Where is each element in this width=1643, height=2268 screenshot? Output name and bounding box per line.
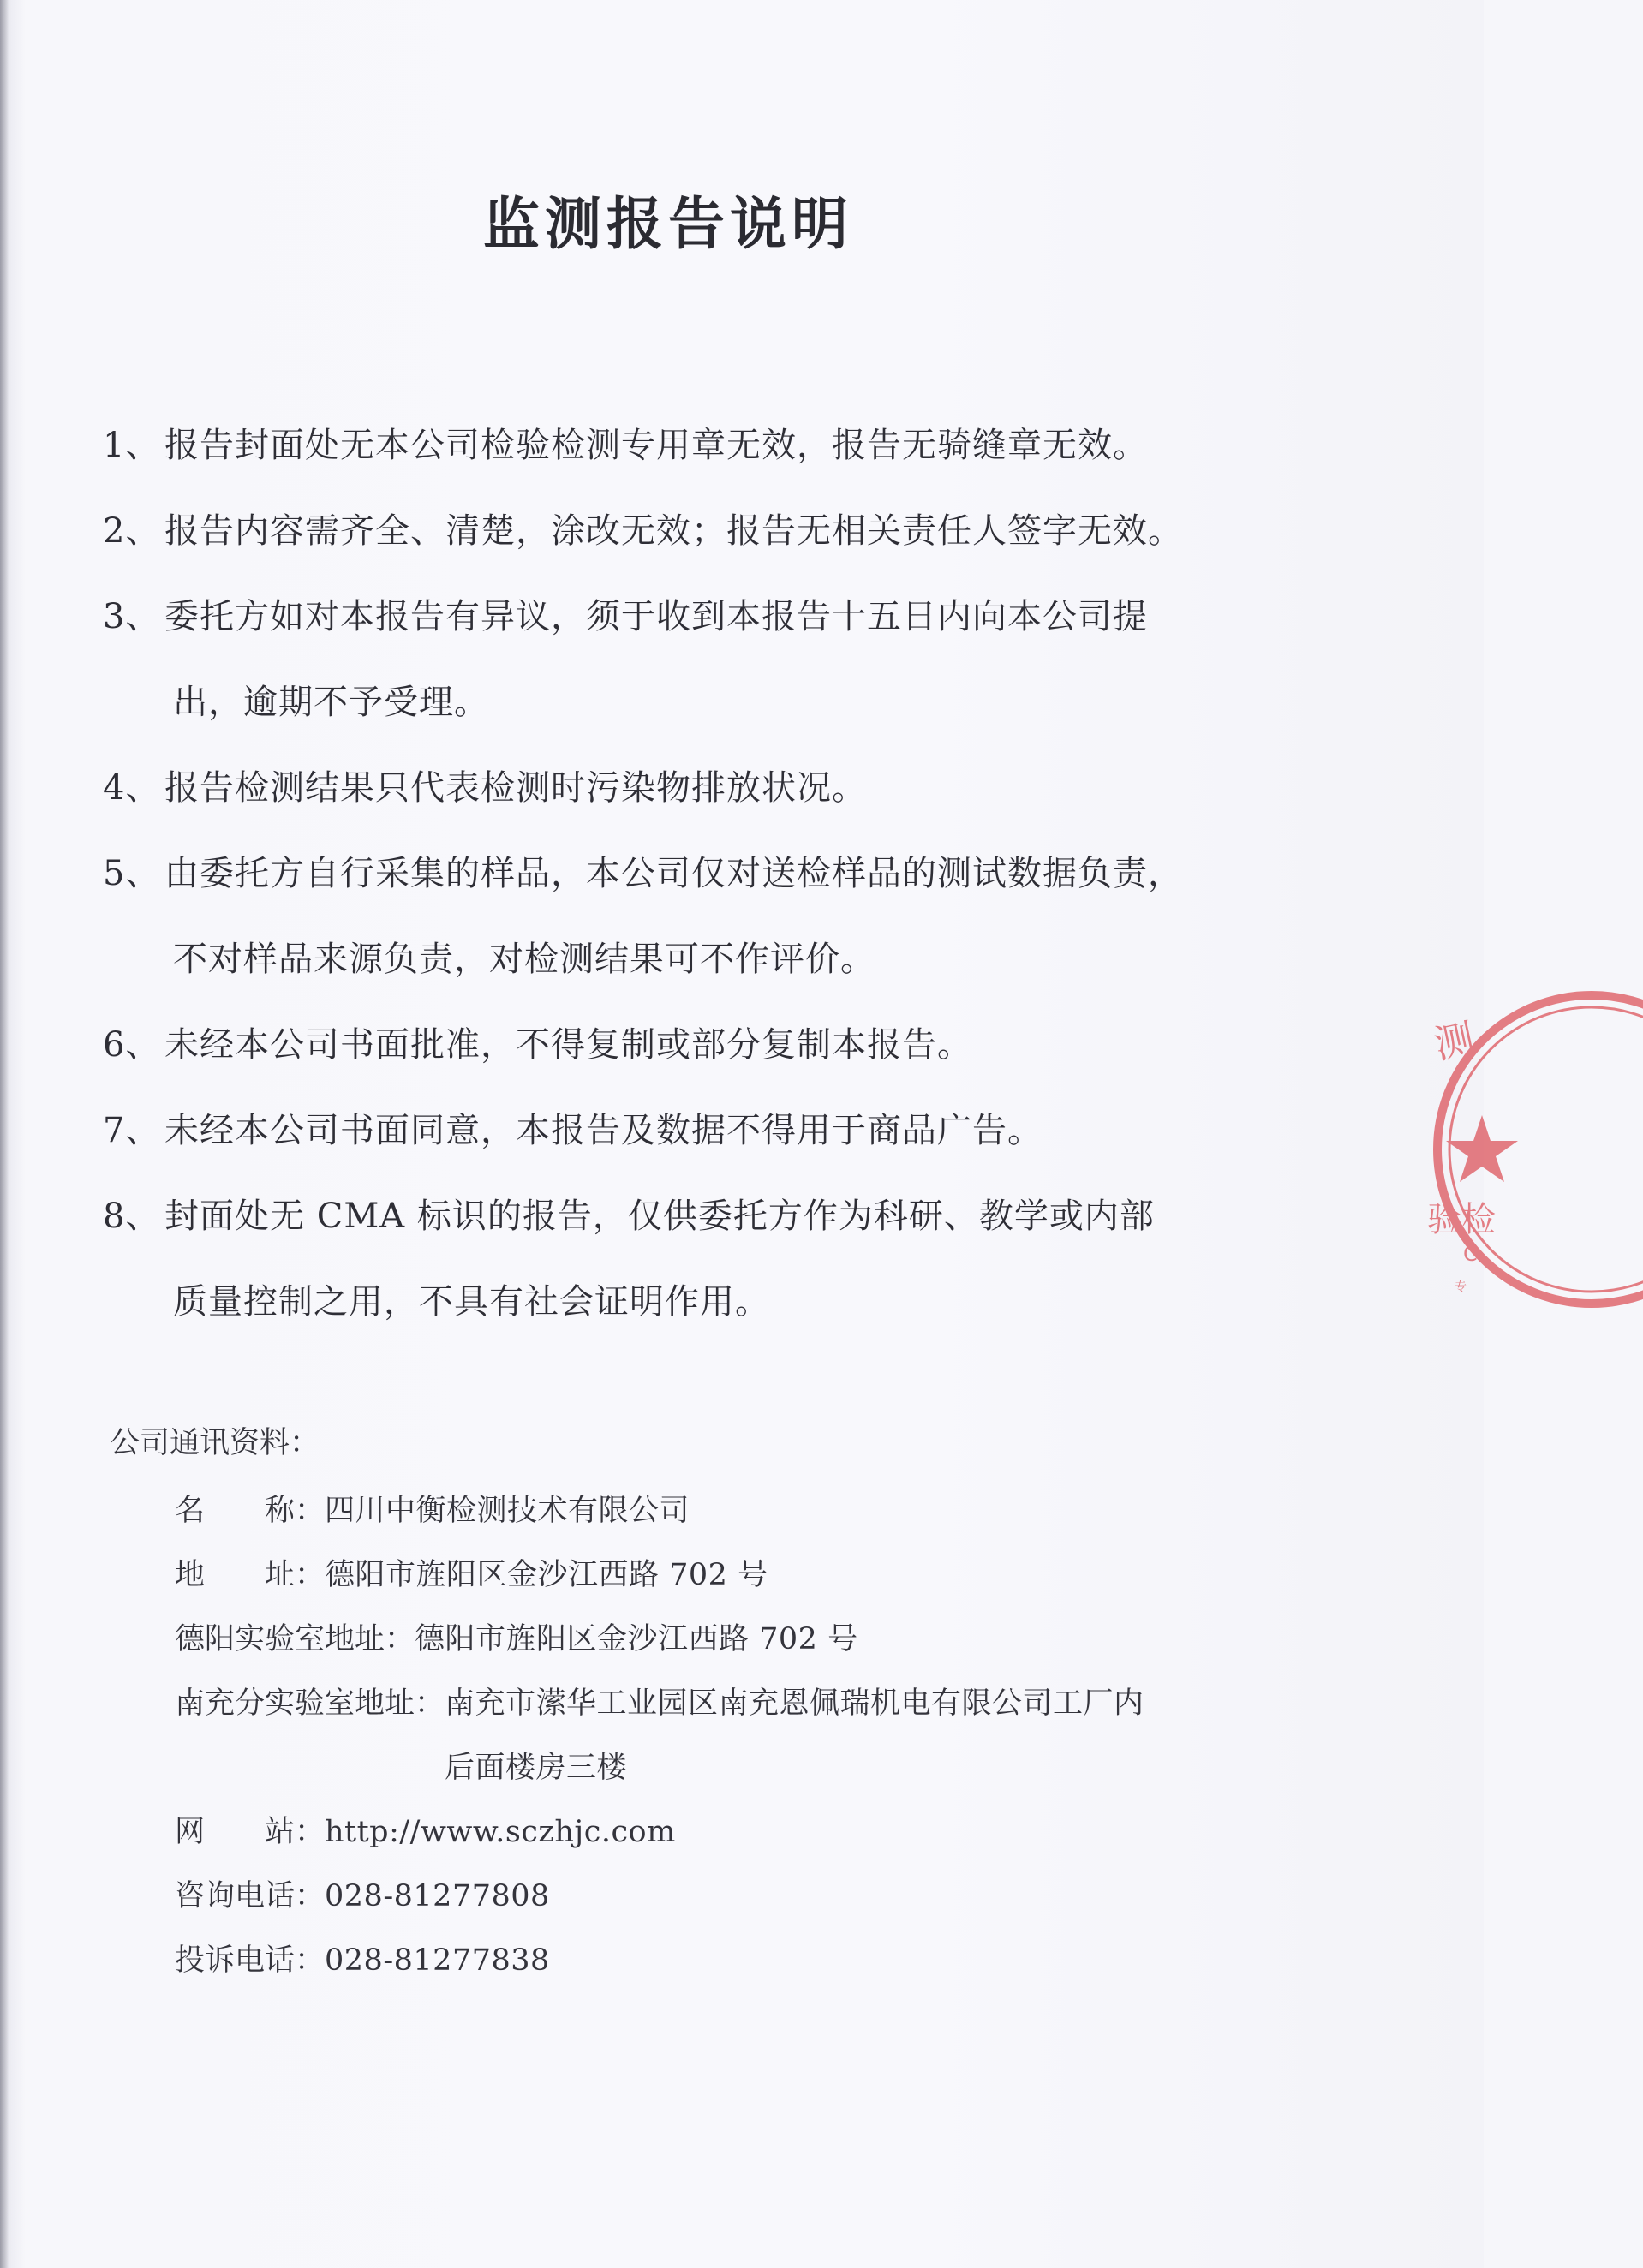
website-label: 网 站： <box>175 1815 326 1849</box>
note-item-3 <box>103 574 1251 660</box>
contact-heading: 公司通讯资料： <box>110 1426 320 1460</box>
note-item-6 <box>103 1002 1251 1088</box>
note-item-4 <box>103 745 1251 831</box>
complaint-phone-value: 028-81277838 <box>325 1943 550 1978</box>
note-text: 报告内容需齐全、清楚，涂改无效；报告无相关责任人签字无效。 <box>164 511 1183 551</box>
address-value: 德阳市旌阳区金沙江西路 702 号 <box>325 1558 768 1592</box>
nanchong-lab-label: 南充分实验室地址： <box>175 1686 445 1721</box>
note-item-7 <box>103 1088 1251 1173</box>
deyang-lab-label: 德阳实验室地址： <box>175 1622 415 1656</box>
note-text: 未经本公司书面同意，本报告及数据不得用于商品广告。 <box>164 1111 1043 1150</box>
company-name-value: 四川中衡检测技术有限公司 <box>325 1494 690 1528</box>
company-name-label: 名 称： <box>175 1494 326 1528</box>
note-item-8 <box>103 1173 1251 1259</box>
company-seal-stamp <box>1429 987 1643 1312</box>
note-text: 报告检测结果只代表检测时污染物排放状况。 <box>164 768 867 808</box>
note-number: 2、 <box>103 511 161 551</box>
nanchong-lab-row <box>110 1672 1309 1800</box>
complaint-phone-row <box>110 1929 1309 1993</box>
svg-text:测: 测 <box>1430 1014 1479 1068</box>
note-item-2 <box>103 488 1251 574</box>
note-text: 封面处无 CMA 标识的报告，仅供委托方作为科研、教学或内部 <box>164 1197 1155 1236</box>
note-text: 未经本公司书面批准，不得复制或部分复制本报告。 <box>164 1025 972 1065</box>
note-number: 3、 <box>103 597 161 636</box>
nanchong-lab-value <box>445 1672 1144 1800</box>
contact-info <box>110 1418 1309 1993</box>
note-text: 报告封面处无本公司检验检测专用章无效，报告无骑缝章无效。 <box>164 426 1148 465</box>
nanchong-lab-value-line2: 后面楼房三楼 <box>445 1751 628 1785</box>
note-number: 1、 <box>103 426 161 465</box>
deyang-lab-value: 德阳市旌阳区金沙江西路 702 号 <box>415 1622 858 1656</box>
page-title: 监测报告说明 <box>483 190 853 257</box>
note-number: 8、 <box>103 1197 161 1236</box>
address-label: 地 址： <box>175 1558 326 1592</box>
note-text: 委托方如对本报告有异议，须于收到本报告十五日内向本公司提 <box>164 597 1148 636</box>
note-item-3-continuation: 出，逾期不予受理。 <box>173 683 489 722</box>
svg-text:验检: 验检 <box>1427 1200 1496 1239</box>
note-item-5-continuation: 不对样品来源负责，对检测结果可不作评价。 <box>173 940 875 979</box>
complaint-phone-label: 投诉电话： <box>175 1943 326 1978</box>
nanchong-lab-value-line1: 南充市潆华工业园区南充恩佩瑞机电有限公司工厂内 <box>445 1686 1144 1721</box>
note-number: 7、 <box>103 1111 161 1150</box>
svg-text:C: C <box>1463 1242 1478 1266</box>
address-row <box>110 1543 1309 1608</box>
note-item-8-continuation: 质量控制之用，不具有社会证明作用。 <box>173 1282 770 1322</box>
note-text: 由委托方自行采集的样品，本公司仅对送检样品的测试数据负责， <box>164 854 1183 893</box>
consult-phone-value: 028-81277808 <box>325 1879 550 1913</box>
svg-text:专: 专 <box>1455 1280 1467 1294</box>
deyang-lab-row <box>110 1608 1309 1672</box>
note-number: 4、 <box>103 768 161 808</box>
consult-phone-label: 咨询电话： <box>175 1879 326 1913</box>
website-row <box>110 1800 1309 1865</box>
note-number: 6、 <box>103 1025 161 1065</box>
note-item-1 <box>103 403 1251 488</box>
company-name-row <box>110 1479 1309 1543</box>
page-edge-shadow <box>0 0 9 2268</box>
note-number: 5、 <box>103 854 161 893</box>
website-value: http://www.sczhjc.com <box>325 1815 676 1849</box>
notes-list <box>103 403 1251 1345</box>
consult-phone-row <box>110 1865 1309 1929</box>
note-item-5 <box>103 831 1251 916</box>
